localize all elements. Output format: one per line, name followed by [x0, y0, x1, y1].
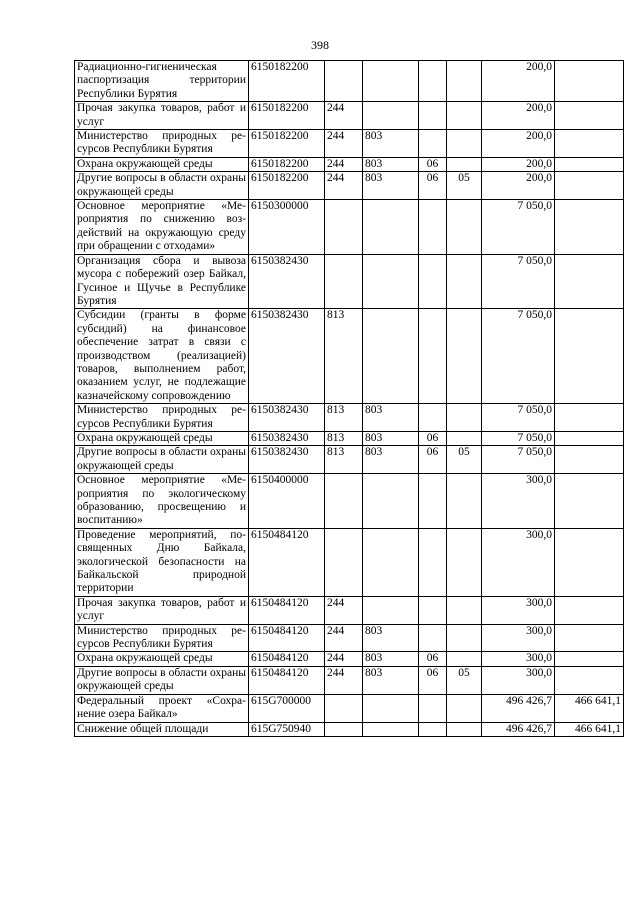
cell-amount-1: 496 426,7: [482, 722, 555, 736]
cell-section: [419, 404, 447, 432]
cell-subsection: [447, 102, 482, 130]
cell-amount-1: 300,0: [482, 624, 555, 652]
cell-target-code: 6150182200: [249, 130, 325, 158]
cell-name: Прочая закупка товаров, работ и услуг: [75, 102, 249, 130]
cell-name: Основное мероприятие «Мероприятия по снижению воздействий на окружающую среду при обращении с отходами»: [75, 200, 249, 255]
table-row: [75, 172, 624, 200]
cell-subsection: [447, 528, 482, 596]
cell-amount-1: 7 050,0: [482, 254, 555, 309]
cell-subsection: 05: [447, 666, 482, 694]
cell-name: Министерство природных ресурсов Республики Бурятия: [75, 404, 249, 432]
cell-expense-type: 244: [325, 624, 363, 652]
cell-amount-1: 300,0: [482, 474, 555, 529]
cell-target-code: 6150484120: [249, 666, 325, 694]
cell-amount-2: [555, 446, 624, 474]
cell-expense-type: 244: [325, 666, 363, 694]
cell-section: [419, 624, 447, 652]
cell-target-code: 6150182200: [249, 157, 325, 171]
cell-section: [419, 474, 447, 529]
cell-expense-type: 244: [325, 652, 363, 666]
cell-name: Организация сбора и вывоза мусора с побережий озер Байкал, Гусиное и Щучье в Республике Бурятия: [75, 254, 249, 309]
cell-amount-2: [555, 102, 624, 130]
table-row: [75, 694, 624, 722]
cell-amount-1: 200,0: [482, 157, 555, 171]
cell-target-code: 6150182200: [249, 172, 325, 200]
table-row: [75, 404, 624, 432]
cell-amount-1: 496 426,7: [482, 694, 555, 722]
cell-subsection: [447, 254, 482, 309]
cell-target-code: 6150182200: [249, 102, 325, 130]
cell-name: Другие вопросы в области охраны окружающей среды: [75, 172, 249, 200]
cell-expense-type: [325, 528, 363, 596]
cell-administrator: 803: [363, 666, 419, 694]
cell-target-code: 6150382430: [249, 309, 325, 404]
cell-expense-type: [325, 722, 363, 736]
cell-name: Другие вопросы в области охраны окружающей среды: [75, 666, 249, 694]
cell-amount-1: 7 050,0: [482, 431, 555, 445]
cell-amount-1: 7 050,0: [482, 404, 555, 432]
cell-name: Снижение общей площади: [75, 722, 249, 736]
cell-subsection: [447, 722, 482, 736]
cell-target-code: 6150484120: [249, 528, 325, 596]
cell-expense-type: 244: [325, 102, 363, 130]
cell-administrator: 803: [363, 624, 419, 652]
cell-amount-2: [555, 130, 624, 158]
table-row: [75, 200, 624, 255]
cell-subsection: [447, 157, 482, 171]
page-number: 398: [311, 38, 329, 52]
cell-expense-type: 244: [325, 596, 363, 624]
table-row: [75, 596, 624, 624]
table-row: [75, 624, 624, 652]
cell-amount-2: [555, 61, 624, 102]
cell-section: [419, 694, 447, 722]
cell-administrator: 803: [363, 404, 419, 432]
cell-administrator: [363, 254, 419, 309]
cell-expense-type: 244: [325, 157, 363, 171]
cell-amount-1: 300,0: [482, 596, 555, 624]
table-row: [75, 474, 624, 529]
cell-name: Радиационно-гигиеническая паспортизация территории Республики Бурятия: [75, 61, 249, 102]
cell-amount-2: 466 641,1: [555, 694, 624, 722]
cell-amount-2: [555, 666, 624, 694]
cell-name: Охрана окружающей среды: [75, 157, 249, 171]
cell-administrator: [363, 61, 419, 102]
table-row: [75, 309, 624, 404]
cell-subsection: [447, 694, 482, 722]
table-row: [75, 666, 624, 694]
cell-target-code: 6150484120: [249, 624, 325, 652]
cell-amount-2: 466 641,1: [555, 722, 624, 736]
cell-amount-1: 300,0: [482, 528, 555, 596]
cell-section: [419, 61, 447, 102]
cell-target-code: 6150484120: [249, 652, 325, 666]
table-row: [75, 61, 624, 102]
cell-section: [419, 200, 447, 255]
cell-subsection: 05: [447, 172, 482, 200]
cell-expense-type: 244: [325, 130, 363, 158]
cell-subsection: [447, 61, 482, 102]
cell-section: [419, 254, 447, 309]
table-row: [75, 446, 624, 474]
table-row: [75, 157, 624, 171]
cell-administrator: [363, 722, 419, 736]
cell-amount-1: 7 050,0: [482, 446, 555, 474]
cell-section: [419, 130, 447, 158]
cell-administrator: [363, 694, 419, 722]
table-row: [75, 431, 624, 445]
cell-amount-2: [555, 254, 624, 309]
cell-name: Проведение мероприятий, посвященных Дню Байкала, экологической безопасности на Байкальской природной территории: [75, 528, 249, 596]
cell-amount-2: [555, 652, 624, 666]
table-row: [75, 254, 624, 309]
cell-subsection: [447, 431, 482, 445]
cell-section: [419, 102, 447, 130]
cell-section: 06: [419, 446, 447, 474]
cell-target-code: 6150400000: [249, 474, 325, 529]
cell-expense-type: [325, 61, 363, 102]
cell-amount-1: 7 050,0: [482, 309, 555, 404]
cell-name: Охрана окружающей среды: [75, 431, 249, 445]
cell-subsection: [447, 652, 482, 666]
cell-amount-1: 7 050,0: [482, 200, 555, 255]
cell-amount-2: [555, 200, 624, 255]
cell-amount-1: 200,0: [482, 61, 555, 102]
cell-administrator: [363, 528, 419, 596]
cell-subsection: [447, 596, 482, 624]
cell-amount-2: [555, 309, 624, 404]
cell-expense-type: 244: [325, 172, 363, 200]
cell-expense-type: 813: [325, 309, 363, 404]
cell-amount-2: [555, 624, 624, 652]
cell-amount-2: [555, 431, 624, 445]
budget-table: [74, 60, 624, 737]
cell-expense-type: 813: [325, 404, 363, 432]
cell-target-code: 6150382430: [249, 404, 325, 432]
cell-target-code: 615G750940: [249, 722, 325, 736]
cell-administrator: 803: [363, 130, 419, 158]
cell-administrator: 803: [363, 652, 419, 666]
cell-subsection: [447, 404, 482, 432]
cell-name: Субсидии (гранты в форме субсидий) на финансовое обеспечение затрат в связи с производством (реализацией) товаров, выполнением работ, оказанием услуг, не подлежащие казначейскому сопровождению: [75, 309, 249, 404]
cell-subsection: [447, 309, 482, 404]
cell-section: [419, 309, 447, 404]
cell-amount-1: 200,0: [482, 130, 555, 158]
cell-name: Другие вопросы в области охраны окружающей среды: [75, 446, 249, 474]
cell-amount-2: [555, 172, 624, 200]
cell-administrator: [363, 102, 419, 130]
table-row: [75, 528, 624, 596]
cell-administrator: [363, 309, 419, 404]
cell-name: Министерство природных ресурсов Республики Бурятия: [75, 624, 249, 652]
cell-subsection: [447, 200, 482, 255]
table-row: [75, 652, 624, 666]
cell-subsection: 05: [447, 446, 482, 474]
cell-section: 06: [419, 157, 447, 171]
cell-amount-2: [555, 404, 624, 432]
cell-expense-type: [325, 254, 363, 309]
cell-target-code: 6150182200: [249, 61, 325, 102]
table-row: [75, 130, 624, 158]
cell-name: Основное мероприятие «Мероприятия по экологическому образованию, просвещению и воспитанию»: [75, 474, 249, 529]
table-row: [75, 102, 624, 130]
cell-subsection: [447, 474, 482, 529]
cell-administrator: 803: [363, 157, 419, 171]
cell-section: [419, 528, 447, 596]
cell-section: 06: [419, 172, 447, 200]
table-row: [75, 722, 624, 736]
cell-target-code: 6150300000: [249, 200, 325, 255]
cell-subsection: [447, 624, 482, 652]
cell-amount-1: 300,0: [482, 666, 555, 694]
cell-amount-2: [555, 157, 624, 171]
cell-section: [419, 596, 447, 624]
cell-expense-type: 813: [325, 431, 363, 445]
cell-name: Охрана окружающей среды: [75, 652, 249, 666]
cell-target-code: 6150382430: [249, 431, 325, 445]
cell-name: Прочая закупка товаров, работ и услуг: [75, 596, 249, 624]
cell-expense-type: [325, 694, 363, 722]
cell-subsection: [447, 130, 482, 158]
cell-section: 06: [419, 652, 447, 666]
cell-target-code: 615G700000: [249, 694, 325, 722]
cell-amount-1: 200,0: [482, 102, 555, 130]
cell-administrator: 803: [363, 431, 419, 445]
cell-administrator: [363, 200, 419, 255]
cell-section: 06: [419, 431, 447, 445]
cell-expense-type: [325, 474, 363, 529]
cell-expense-type: 813: [325, 446, 363, 474]
cell-administrator: [363, 596, 419, 624]
cell-administrator: [363, 474, 419, 529]
cell-section: 06: [419, 666, 447, 694]
cell-amount-2: [555, 596, 624, 624]
cell-administrator: 803: [363, 172, 419, 200]
cell-amount-1: 200,0: [482, 172, 555, 200]
cell-target-code: 6150382430: [249, 446, 325, 474]
cell-name: Федеральный проект «Сохранение озера Байкал»: [75, 694, 249, 722]
budget-table-body: [75, 61, 624, 737]
cell-amount-2: [555, 474, 624, 529]
cell-expense-type: [325, 200, 363, 255]
cell-name: Министерство природных ресурсов Республики Бурятия: [75, 130, 249, 158]
cell-amount-2: [555, 528, 624, 596]
cell-target-code: 6150382430: [249, 254, 325, 309]
cell-administrator: 803: [363, 446, 419, 474]
cell-section: [419, 722, 447, 736]
cell-target-code: 6150484120: [249, 596, 325, 624]
cell-amount-1: 300,0: [482, 652, 555, 666]
